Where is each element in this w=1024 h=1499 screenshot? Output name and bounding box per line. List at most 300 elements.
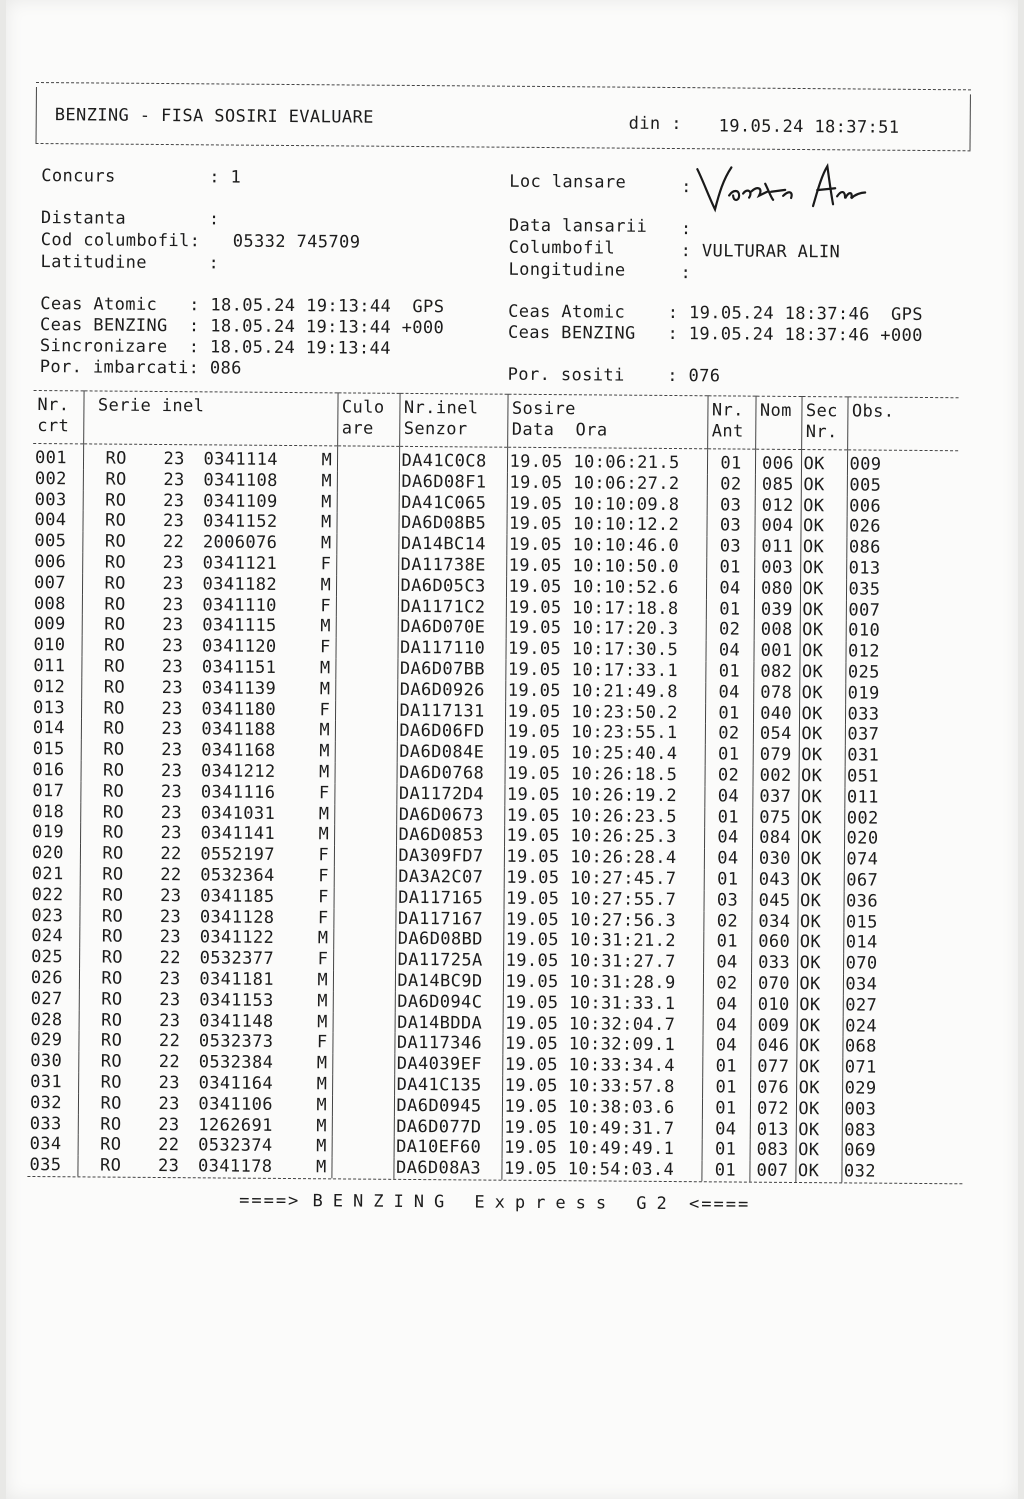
loc-lansare-label: Loc lansare [509,171,627,193]
row-color [334,783,396,804]
ring-number: 0341178 [197,1156,273,1177]
ring-number: 1262691 [198,1114,273,1136]
ring-country: RO [101,989,123,1010]
row-antenna: 04 [705,682,753,703]
row-antenna: 02 [704,765,752,786]
ring-year: 23 [162,615,184,636]
row-sensor: DA6D08A3 [393,1158,501,1180]
row-obs: 083 [842,1120,953,1142]
row-arrival [503,930,703,952]
row-sec: OK [799,641,845,662]
row-ring [79,906,333,929]
arrival-date: 19.05 [504,1075,558,1097]
arrival-date: 19.05 [506,846,560,868]
ring-year: 23 [161,636,184,657]
col-nr-inel-senzor: Nr.inel Senzor [399,393,507,447]
ring-country: RO [104,594,126,615]
row-nom: 009 [751,1015,797,1036]
footer-left-arrow: ====> [239,1190,301,1212]
row-sensor: DA117165 [396,888,504,910]
row-ring [78,1072,332,1095]
row-nr: 020 [31,843,64,864]
row-sec: OK [798,787,844,808]
row-obs: 051 [844,766,955,788]
row-color [335,721,397,742]
ring-country: RO [100,1114,122,1135]
row-nr: 026 [30,967,63,989]
arrival-date: 19.05 [508,618,562,639]
row-color [334,825,396,846]
handwritten-signature [693,161,873,218]
ring-year: 23 [161,760,183,782]
row-nom: 060 [751,932,797,953]
ring-sex: M [321,471,333,492]
row-sec: OK [801,475,847,496]
row-antenna: 01 [705,703,753,724]
row-sensor: DA6D0945 [394,1096,502,1118]
row-arrival [505,680,705,702]
ring-sex: M [319,720,331,741]
row-arrival [505,743,705,765]
ring-sex: M [319,679,331,700]
row-antenna: 04 [704,786,752,807]
row-nr: 029 [30,1030,63,1051]
ring-year: 23 [158,1093,180,1114]
row-sensor: DA3A2C07 [396,867,504,889]
ring-number: 0341212 [201,761,276,782]
data-lansarii-sep: : [680,219,692,240]
row-nr: 017 [32,780,65,801]
ring-sex: F [320,595,332,616]
row-color [334,887,396,908]
row-nr: 023 [31,905,64,926]
row-color [332,1033,394,1054]
row-arrival [502,1076,702,1098]
latitudine-sep: : [208,253,220,274]
ring-year: 23 [162,511,185,532]
row-antenna: 01 [702,1077,750,1098]
loc-lansare-sep: : [681,177,692,198]
row-arrival [504,764,704,786]
arrival-date: 19.05 [508,576,562,597]
row-sensor: DA6D077D [394,1116,502,1138]
row-color [337,492,399,513]
ring-country: RO [101,1010,123,1031]
arrival-date: 19.05 [507,701,561,722]
ring-sex: M [320,575,332,596]
ring-country: RO [103,698,125,719]
row-antenna: 01 [702,1056,750,1077]
arrival-time: 10:17:30.5 [571,639,679,661]
ring-country: RO [104,573,126,594]
longitudine-label: Longitudine [508,259,626,281]
row-sensor: DA1172D4 [396,784,504,806]
ring-number: 2006076 [202,532,278,554]
ring-year: 23 [163,469,185,490]
col-nom: Nom [755,396,801,449]
arrival-date: 19.05 [505,971,559,993]
footer-brand: BENZING Express G2 [312,1191,677,1214]
ring-sex: M [320,512,332,533]
row-sensor: DA41C0C8 [399,446,507,472]
arrival-time: 10:33:57.8 [568,1076,675,1097]
row-nom: 046 [750,1036,796,1057]
row-sec: OK [800,620,846,641]
arrival-time: 10:27:55.7 [569,888,677,910]
row-ring [79,989,333,1012]
row-sec: OK [800,579,846,600]
row-antenna: 03 [706,536,754,557]
row-sensor: DA6D05C3 [398,576,506,598]
ring-country: RO [103,718,125,740]
arrival-date: 19.05 [507,742,561,764]
row-obs: 013 [846,558,957,580]
arrival-time: 10:10:12.2 [572,514,680,536]
arrival-time: 10:25:40.4 [570,743,678,765]
row-sec: OK [798,828,844,849]
row-color [332,1116,394,1137]
row-sec: OK [796,1120,842,1141]
row-arrival [507,473,707,495]
row-color [334,846,396,867]
ring-sex: F [317,949,329,970]
row-antenna: 01 [702,1098,750,1119]
arrival-date: 19.05 [507,659,562,681]
row-color [336,617,398,638]
row-sec: OK [797,995,843,1016]
report-header [36,87,971,150]
row-nr: 006 [34,551,67,573]
row-antenna: 01 [706,599,754,620]
row-arrival [507,493,707,515]
ring-number: 0341121 [202,553,278,574]
ring-year: 23 [161,740,183,761]
row-nr: 009 [33,614,66,635]
row-nr: 019 [32,822,65,843]
row-obs: 074 [844,850,955,872]
row-obs: 029 [842,1078,953,1100]
row-ring [81,636,335,659]
ring-sex: F [318,866,329,887]
paper-sheet [6,0,1018,1499]
row-ring [77,1155,331,1178]
row-nr: 001 [34,448,68,469]
ring-number: 0341180 [201,698,277,720]
ring-number: 0341115 [202,615,277,637]
row-sensor: DA41C135 [394,1075,502,1097]
row-ring [80,885,334,908]
row-sec: OK [799,683,845,704]
row-sec: OK [795,1161,841,1182]
arrival-time: 10:26:25.3 [570,826,677,848]
row-sensor: DA6D08F1 [399,472,507,494]
row-antenna: 03 [704,890,752,911]
ring-sex: F [318,886,329,908]
row-arrival [501,1159,701,1181]
row-sensor: DA11738E [398,555,506,577]
arrival-date: 19.05 [508,534,563,556]
arrival-date: 19.05 [505,930,560,951]
arrival-date: 19.05 [504,1096,558,1117]
ring-number: 0532374 [198,1135,273,1157]
row-obs: 003 [842,1099,953,1121]
row-nom: 002 [752,766,798,787]
ring-year: 22 [160,864,182,886]
arrival-date: 19.05 [509,472,563,493]
ring-year: 23 [161,698,183,719]
row-sensor: DA6D07BB [397,659,505,681]
distanta-label: Distanta [40,208,127,229]
row-obs: 032 [841,1161,952,1183]
row-ring [82,594,336,617]
ring-year: 23 [159,906,182,927]
row-nr: 032 [29,1092,62,1113]
ring-number: 0341122 [199,927,275,949]
ring-country: RO [100,1072,123,1093]
row-sec: OK [798,766,844,787]
row-obs: 012 [845,642,956,664]
row-nom: 080 [754,578,800,599]
arrival-time: 10:06:21.5 [573,452,680,474]
row-nr: 005 [34,531,67,552]
row-sec: OK [797,1016,843,1037]
arrival-time: 10:23:50.2 [571,701,678,723]
ring-number: 0341181 [199,969,274,990]
row-arrival [503,951,703,973]
ring-country: RO [104,510,127,532]
ring-sex: M [318,803,330,824]
row-nr: 015 [32,739,65,760]
arrival-time: 10:26:19.2 [570,784,678,806]
ring-sex: F [320,554,332,575]
row-arrival [504,805,704,827]
row-color [333,949,395,970]
row-color [335,762,397,783]
row-obs: 031 [845,746,956,768]
row-color [335,742,397,763]
row-obs: 071 [842,1057,953,1079]
row-sensor: DA14BDDA [395,1012,503,1034]
ring-number: 0532377 [199,948,275,970]
arrival-time: 10:49:31.7 [568,1117,675,1139]
row-nr: 011 [33,655,66,677]
row-arrival [502,1138,702,1160]
row-color [333,1012,395,1033]
row-antenna: 03 [707,495,755,516]
ring-country: RO [99,1155,122,1176]
ring-country: RO [104,552,127,573]
ring-year: 23 [158,1072,181,1094]
arrival-time: 10:31:27.7 [569,951,676,973]
row-antenna: 01 [703,932,751,953]
row-ring [81,740,335,763]
ring-year: 23 [159,989,181,1010]
row-arrival [506,618,706,640]
row-arrival [502,1055,702,1077]
ring-year: 23 [161,677,184,698]
arrival-time: 10:33:34.4 [568,1055,676,1077]
col-sosire: Sosire Data Ora [507,394,707,449]
row-obs: 020 [844,829,955,851]
row-color [331,1157,393,1178]
row-arrival [503,992,703,1014]
row-ring [80,864,334,887]
row-nr: 007 [33,572,67,594]
row-color [333,908,395,929]
row-obs: 014 [843,933,954,955]
row-ring [79,968,333,991]
row-sec: OK [798,849,844,870]
ring-sex: F [318,845,330,866]
row-sec: OK [800,600,846,621]
row-nr: 031 [30,1071,63,1093]
row-sec: OK [800,558,846,579]
ring-year: 23 [160,885,182,906]
row-ring [82,615,336,638]
arrival-date: 19.05 [506,867,560,889]
row-ring [79,1010,333,1033]
race-info [33,150,970,457]
row-sensor: DA309FD7 [396,846,504,868]
row-color [335,638,397,659]
arrival-date: 19.05 [508,555,562,577]
row-antenna: 01 [705,661,753,682]
ring-sex: M [319,741,330,762]
row-nr: 030 [30,1051,63,1072]
row-color [336,513,398,534]
row-sensor: DA14BC14 [398,534,506,556]
row-antenna: 04 [704,848,752,869]
arrival-time: 10:31:28.9 [569,972,676,993]
row-ring [78,1031,332,1054]
row-nom: 082 [753,662,799,683]
row-sec: OK [796,1036,842,1057]
printout [27,82,971,1216]
row-ring [80,823,334,846]
arrival-date: 19.05 [505,950,559,972]
ring-sex: M [321,450,333,471]
ceas-atomic-left: Ceas Atomic : 18.05.24 19:13:44 GPS [40,294,445,318]
arrival-time: 10:21:49.8 [571,680,678,702]
ring-number: 0341151 [201,657,277,678]
row-ring [81,656,335,679]
row-arrival [505,701,705,723]
row-color [335,700,397,721]
ring-number: 0532364 [200,865,275,886]
arrival-time: 10:10:09.8 [572,493,680,515]
por-imbarcati: Por. imbarcati: 086 [39,357,242,379]
latitudine-label: Latitudine [40,252,148,273]
ring-number: 0341109 [203,490,278,512]
row-sec: OK [798,870,844,891]
row-antenna: 04 [702,1036,750,1057]
ring-number: 0341116 [200,782,276,803]
row-antenna: 01 [704,869,752,890]
row-obs: 011 [844,787,955,809]
concurs-label: Concurs [41,166,116,187]
ring-number: 0552197 [200,844,275,866]
arrivals-body [27,443,958,1183]
row-nr: 008 [33,593,66,614]
row-obs: 036 [844,891,955,913]
row-obs: 069 [842,1141,953,1163]
report-title: BENZING - FISA SOSIRI EVALUARE [54,105,374,128]
ring-country: RO [102,885,124,906]
row-color [332,1095,394,1116]
ring-number: 0341128 [199,906,275,928]
ring-sex: M [320,616,331,637]
row-antenna: 02 [705,724,753,745]
data-lansarii-label: Data lansarii [508,215,648,237]
ring-year: 22 [158,1052,181,1073]
ring-number: 0341188 [201,719,276,741]
row-arrival [504,847,704,869]
ring-sex: F [319,637,331,658]
row-sec: OK [799,704,845,725]
row-ring [81,677,335,700]
row-arrival [506,514,706,536]
row-nom: 040 [753,703,799,724]
row-ring [80,802,334,825]
row-obs: 034 [843,974,954,996]
row-sec: OK [796,1057,842,1078]
row-antenna: 04 [704,828,752,849]
row-obs: 025 [845,662,956,684]
ring-number: 0341148 [199,1010,274,1032]
row-color [336,596,398,617]
row-sensor: DA11725A [395,950,503,972]
ring-number: 0341110 [202,594,277,616]
row-nr: 004 [34,510,67,531]
row-antenna: 02 [707,474,755,495]
row-color [335,658,397,679]
arrival-time: 10:32:04.7 [568,1013,676,1035]
ring-country: RO [103,739,125,760]
row-sensor: DA6D0768 [397,763,505,785]
ring-sex: F [316,1032,328,1053]
row-color [332,1137,394,1158]
arrival-time: 10:32:09.1 [568,1034,676,1056]
arrival-time: 10:17:18.8 [572,597,679,619]
row-nr: 027 [30,988,63,1009]
row-sensor: DA6D084E [397,742,505,764]
ring-year: 23 [162,594,184,615]
ring-number: 0341152 [202,511,278,533]
row-sensor: DA41C065 [399,492,507,514]
row-obs: 005 [847,475,958,497]
row-nr: 034 [29,1134,62,1155]
columbofil-label: Columbofil [508,237,616,259]
ring-country: RO [101,947,123,968]
row-nr: 002 [34,468,67,490]
row-sensor: DA6D0926 [397,680,505,702]
ring-year: 23 [158,1114,180,1135]
ring-country: RO [102,864,124,885]
row-ring [81,760,335,783]
ring-country: RO [104,614,126,636]
arrival-time: 10:27:56.3 [569,909,677,931]
ring-year: 23 [163,449,185,470]
ring-number: 0532373 [198,1031,274,1053]
row-nom: 034 [751,911,797,932]
ceas-atomic-right: Ceas Atomic : 19.05.24 18:37:46 GPS [508,301,924,325]
arrival-time: 10:27:45.7 [570,868,677,889]
ring-sex: M [315,1157,327,1178]
row-nom: 033 [751,953,797,974]
ring-country: RO [103,760,125,781]
row-ring [82,552,336,575]
row-sensor: DA117346 [394,1033,502,1055]
